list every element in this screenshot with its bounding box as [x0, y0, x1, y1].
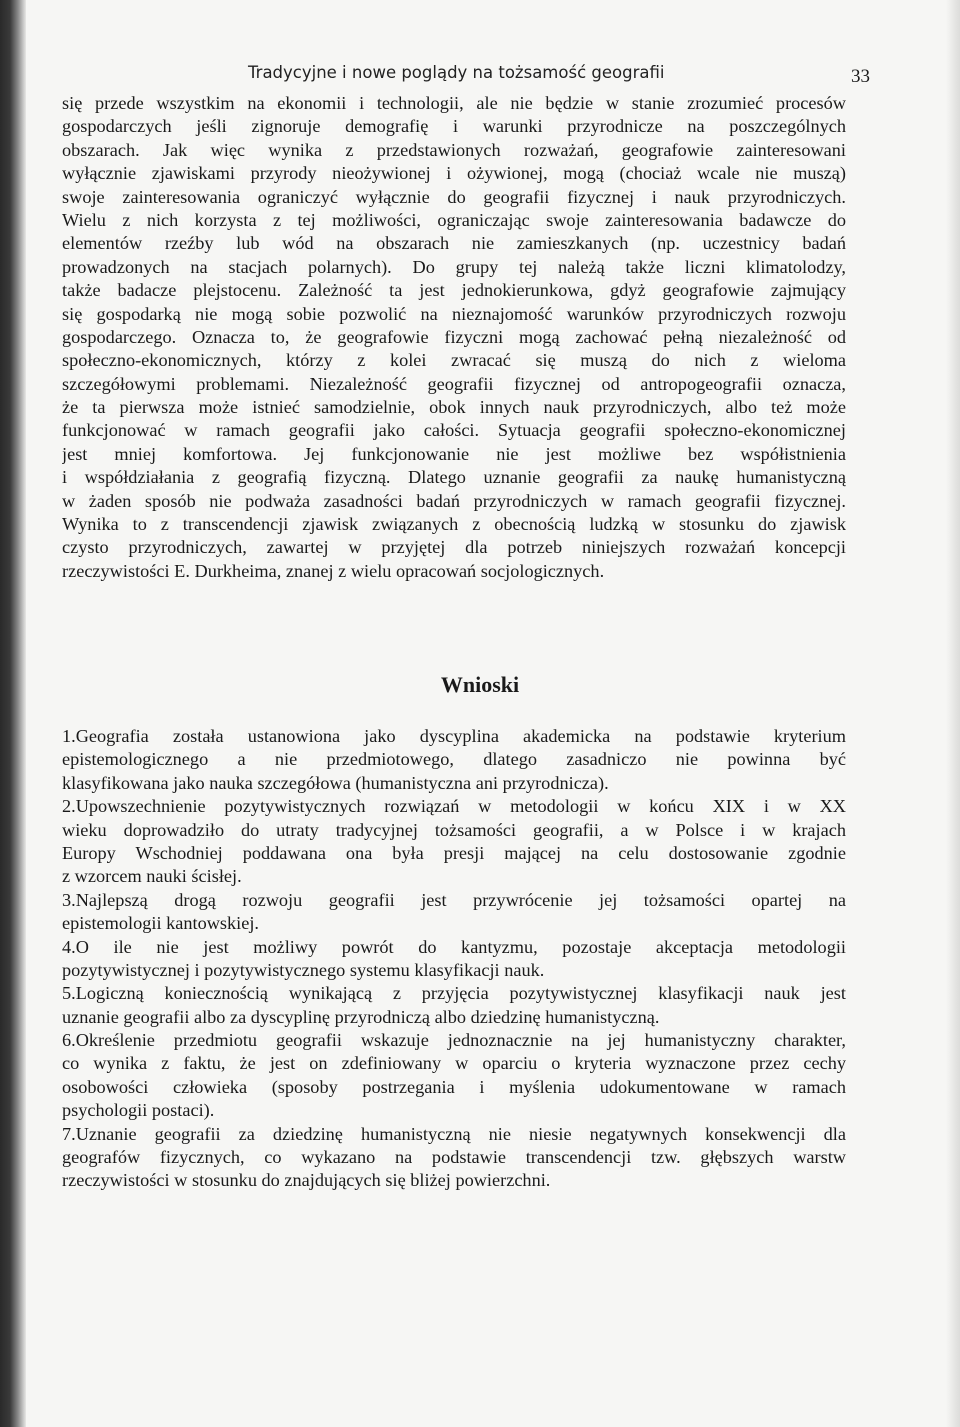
paragraph-line: Wynika to z transcendencji zjawisk związanych z obecnością ludzką w stosunku do zjawisk: [62, 514, 846, 535]
conclusion-line: 1.Geografia została ustanowiona jako dyscyplina akademicka na podstawie kryterium: [62, 726, 846, 746]
paragraph-line: i współdziałania z geografią fizyczną. Dlatego uznanie geografii za naukę humanistyczną: [62, 467, 846, 488]
paragraph-line: Wielu z nich korzysta z tej możliwości, ograniczając swoje zainteresowania badawcze do: [62, 209, 846, 230]
conclusion-line: epistemologicznego a nie przedmiotowego, dlatego zasadniczo nie powinna być: [62, 749, 846, 770]
conclusion-line: 6.Określenie przedmiotu geografii wskazuje jednoznacznie na jej humanistyczny charakter,: [62, 1030, 846, 1051]
conclusion-item: [62, 982, 846, 1029]
paragraph-line: że ta pierwsza może istnieć samodzielnie, obok innych nauk przyrodniczych, albo też może: [62, 397, 846, 418]
body-paragraph: [62, 92, 846, 583]
page-binding-shadow: [0, 0, 26, 1427]
page-edge-shadow: [946, 0, 960, 1427]
conclusion-line: uznanie geografii albo za dyscyplinę przyrodniczą albo dziedzinę humanistyczną.: [62, 1006, 660, 1027]
conclusion-line: z wzorcem nauki ścisłej.: [62, 866, 242, 887]
conclusion-line: 2.Upowszechnienie pozytywistycznych rozwiązań w metodologii w końcu XIX i w XX: [62, 796, 846, 817]
paragraph-line: jest mniej komfortowa. Jej funkcjonowanie nie jest możliwe bez współistnienia: [62, 443, 846, 464]
paragraph-line: wyłącznie zjawiskami przyrody nieożywionej i ożywionej, mogą (chociaż wcale nie muszą): [62, 163, 846, 184]
paragraph-line: swoje zainteresowania ograniczyć wyłącznie do geografii fizycznej i nauk przyrodniczych.: [62, 186, 846, 207]
conclusion-line: 3.Najlepszą drogą rozwoju geografii jest przywrócenie jej tożsamości opartej na: [62, 889, 846, 910]
conclusion-item: [62, 795, 846, 889]
conclusion-line: Europy Wschodniej poddawana ona była presji mającej na celu dostosowanie zgodnie: [62, 842, 846, 863]
conclusion-line: osobowości człowieka (sposoby postrzegania i myślenia udokumentowane w ramach: [62, 1076, 846, 1097]
conclusion-item: [62, 1123, 846, 1193]
paragraph-line: funkcjonować w ramach geografii jako całości. Sytuacja geografii społeczno-ekonomicznej: [62, 420, 846, 441]
paragraph-line: się gospodarką nie mogą sobie pozwolić na nieznajomość warunków przyrodniczych rozwoju: [62, 303, 846, 324]
conclusion-line: geografów fizycznych, co wykazano na podstawie transcendencji tzw. głębszych warstw: [62, 1147, 846, 1168]
paragraph-line: obszarach. Jak więc wynika z przedstawionych rozważań, geografowie zainteresowani: [62, 139, 846, 160]
paragraph-line: społeczno-ekonomicznych, którzy z kolei zwracać się muszą do nich z wieloma: [62, 350, 846, 371]
paragraph-line: elementów rzeźby lub wód na obszarach nie zamieszkanych (np. uczestnicy badań: [62, 233, 846, 254]
running-header: Tradycyjne i nowe poglądy na tożsamość geografii: [248, 63, 665, 82]
paragraph-line: gospodarczych jeśli zignoruje demografię i warunki przyrodnicze na poszczególnych: [62, 116, 846, 137]
conclusion-line: 4.O ile nie jest możliwy powrót do kantyzmu, pozostaje akceptacja metodologii: [62, 936, 846, 957]
conclusion-item: [62, 889, 846, 936]
conclusion-line: klasyfikowana jako nauka szczegółowa (humanistyczna ani przyrodnicza).: [62, 772, 609, 793]
paragraph-line: rzeczywistości E. Durkheima, znanej z wielu opracowań socjologicznych.: [62, 560, 605, 581]
conclusion-item: [62, 725, 846, 795]
conclusion-line: pozytywistycznej i pozytywistycznego systemu klasyfikacji nauk.: [62, 959, 545, 980]
page-number: 33: [851, 66, 870, 87]
conclusions-list: [62, 725, 846, 1193]
paragraph-line: w żaden sposób nie podważa zasadności badań przyrodniczych w ramach geografii fizycznej.: [62, 490, 846, 511]
conclusion-line: epistemologii kantowskiej.: [62, 913, 260, 934]
paragraph-line: także badacze plejstocenu. Zależność ta jest jednokierunkowa, gdyż geografowie zajmujący: [62, 280, 846, 301]
conclusion-line: psychologii postaci).: [62, 1100, 215, 1121]
conclusion-line: rzeczywistości w stosunku do znajdujących się bliżej powierzchni.: [62, 1170, 551, 1191]
conclusion-line: co wynika z faktu, że jest on zdefiniowany w oparciu o kryteria wyznaczone przez cechy: [62, 1053, 846, 1074]
paragraph-line: prowadzonych na stacjach polarnych). Do grupy tej należą także liczni klimatolodzy,: [62, 256, 846, 277]
paragraph-line: się przede wszystkim na ekonomii i technologii, ale nie będzie w stanie zrozumieć procesów: [62, 93, 846, 113]
conclusion-line: 7.Uznanie geografii za dziedzinę humanistyczną nie niesie negatywnych konsekwencji dla: [62, 1123, 846, 1144]
conclusion-line: 5.Logiczną koniecznością wynikającą z przyjęcia pozytywistycznej klasyfikacji nauk jest: [62, 983, 846, 1004]
paragraph-line: czysto przyrodniczych, zawartej w przyjętej dla potrzeb niniejszych rozważań koncepcji: [62, 537, 846, 558]
conclusion-item: [62, 936, 846, 983]
paragraph-line: szczegółowymi problemami. Niezależność geografii fizycznej od antropogeografii oznacza,: [62, 373, 846, 394]
paragraph-line: gospodarczego. Oznacza to, że geografowie fizyczni mogą zachować pełną niezależność od: [62, 326, 846, 347]
conclusion-line: wieku doprowadziło do utraty tradycyjnej tożsamości geografii, a w Polsce i w krajach: [62, 819, 846, 840]
conclusion-item: [62, 1029, 846, 1123]
section-heading-conclusions: Wnioski: [440, 672, 520, 697]
